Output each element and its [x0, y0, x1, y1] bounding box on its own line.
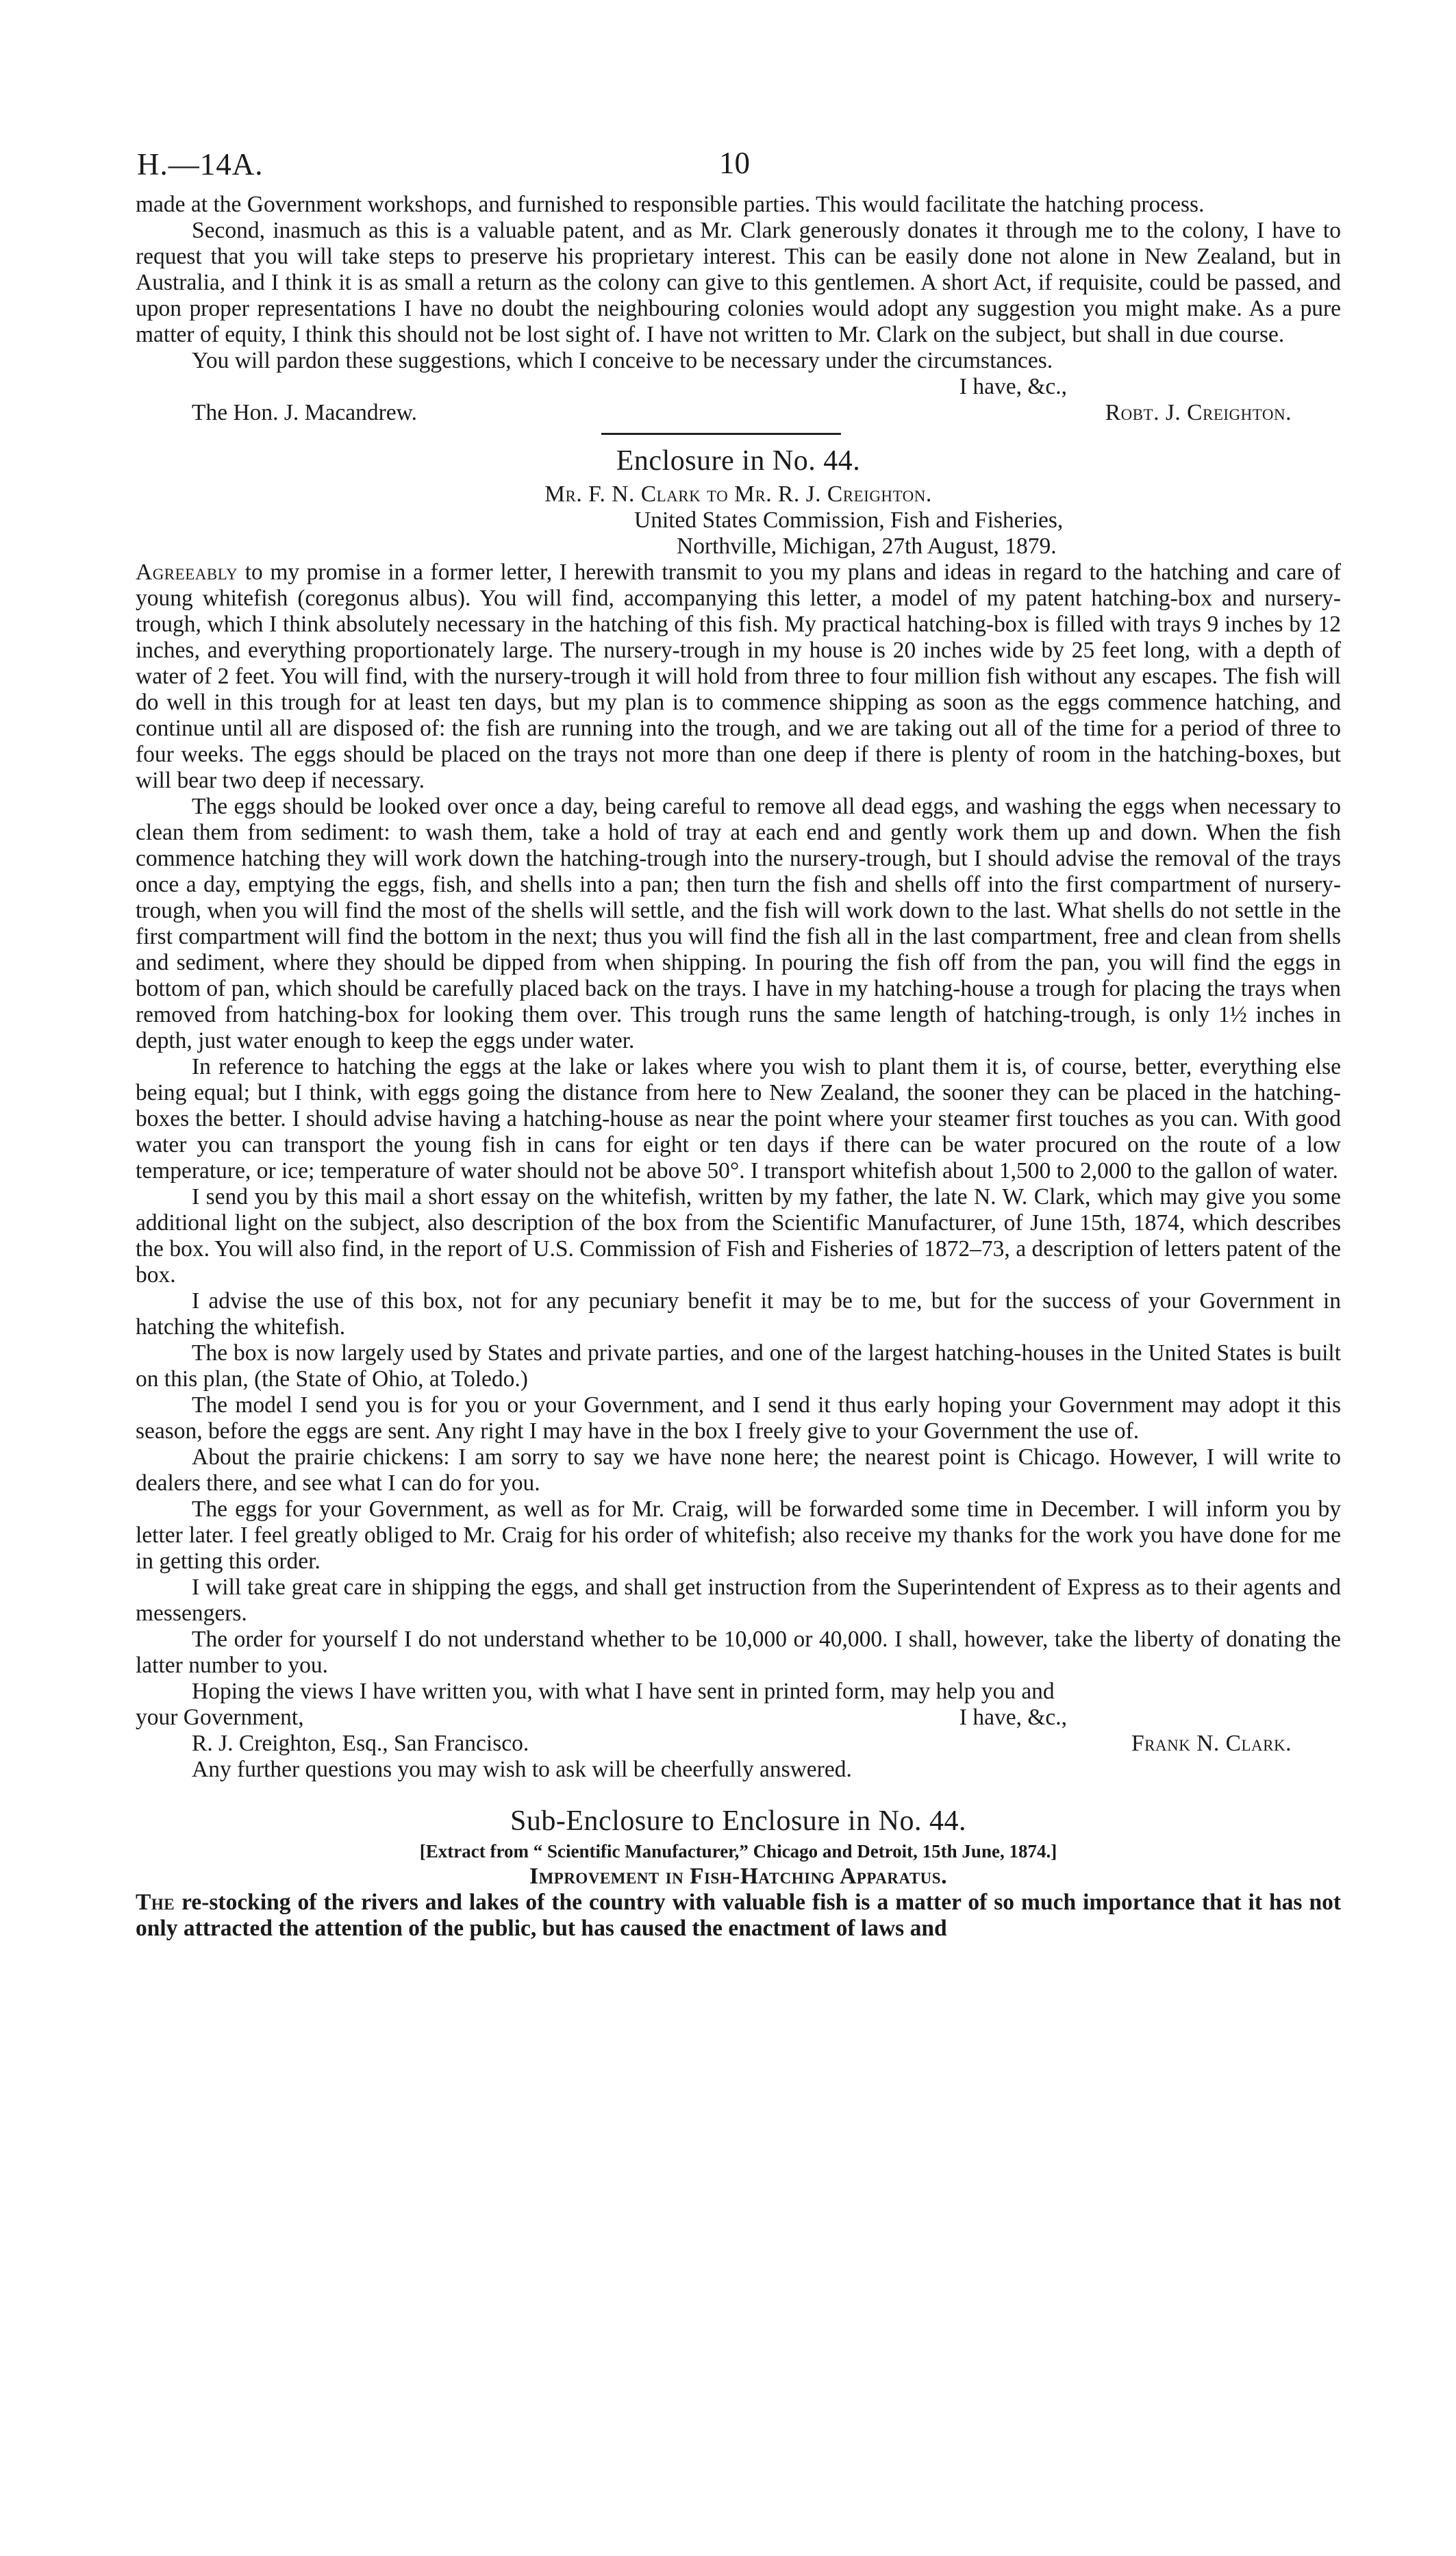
- sub-opening-word: The: [136, 1890, 175, 1915]
- sub-enclosure-heading: Sub-Enclosure to Enclosure in No. 44.: [510, 1805, 966, 1837]
- enclosure-paragraph-1: Agreeably to my promise in a former letter, I herewith transmit to you my plans and ideas in regard to the hatching and care of young whitefish (coregonus albus). You will find, accompanying this letter, a model of my patent hatching-box and nursery-trough, which I think absolutely necessary in the hatching of this fish. My practical hatching-box is filled with trays 9 inches by 12 inches, and everything proportionately large. The nursery-trough in my house is 20 inches wide by 25 feet long, with a depth of water of 2 feet. You will find, with the nursery-trough it will hold from three to four million fish without any escapes. The fish will do well in this trough for at least ten days, but my plan is to commence shipping as soon as the eggs commence hatching, and continue until all are disposed of: the fish are running into the trough, and we are taking out all of the time for a period of three to four weeks. The eggs should be placed on the trays not more than one deep if there is plenty of room in the hatching-boxes, but will bear two deep if necessary.: [136, 560, 1341, 793]
- enclosure-postscript: Any further questions you may wish to ask will be cheerfully answered.: [192, 1757, 852, 1782]
- enclosure-signature: Frank N. Clark.: [1131, 1731, 1292, 1756]
- enclosure-paragraph-7: The model I send you is for you or your Government, and I send it thus early hoping your Government may adopt it this season, before the eggs are sent. Any right I may have in the box I freely give to your Government the use of.: [136, 1392, 1341, 1444]
- sub-enclosure-source: [Extract from “ Scientific Manufacturer,” Chicago and Detroit, 15th June, 1874.]: [419, 1841, 1057, 1862]
- opening-word: Agreeably: [136, 560, 238, 585]
- enclosure-paragraph-5: I advise the use of this box, not for any pecuniary benefit it may be to me, but for the success of your Government in hatching the whitefish.: [136, 1288, 1341, 1340]
- enclosure-valediction: I have, &c.,: [959, 1705, 1067, 1730]
- letter-signature-line: [136, 400, 1341, 426]
- enclosure-recipient: R. J. Creighton, Esq., San Francisco.: [192, 1731, 529, 1756]
- enclosure-paragraph-2: The eggs should be looked over once a day, being careful to remove all dead eggs, and washing the eggs when necessary to clean them from sediment: to wash them, take a hold of tray at each end and gently work them up and down. When the fish commence hatching they will work down the hatching-trough into the nursery-trough, but I should advise the removal of the trays once a day, emptying the eggs, fish, and shells into a pan; then turn the fish and shells off into the first compartment of nursery-trough, when you will find the most of the shells will settle, and the fish will work down to the last. What shells do not settle in the first compartment will find the bottom in the next; thus you will find the fish all in the last compartment, free and clean from shells and sediment, where they should be dipped from when shipping. In pouring the fish off from the pan, you will find the eggs in bottom of pan, which should be carefully placed back on the trays. I have in my hatching-house a trough for placing the trays when removed from hatching-box for looking them over. This trough runs the same length of hatching-trough, is only 1½ inches in depth, just water enough to keep the eggs under water.: [136, 794, 1341, 1053]
- enclosure-paragraph-12: Hoping the views I have written you, with what I have sent in printed form, may help you and: [192, 1679, 1055, 1704]
- document-page: [136, 137, 1341, 1942]
- page-header: [136, 137, 1341, 192]
- letter-recipient: The Hon. J. Macandrew.: [192, 400, 417, 425]
- sub-enclosure-paragraph: The re-stocking of the rivers and lakes of the country with valuable fish is a matter of so much importance that it has not only attracted the attention of the public, but has caused the enactment of laws and: [136, 1890, 1341, 1941]
- letter-signature: Robt. J. Creighton.: [1105, 400, 1292, 425]
- sub-enclosure-body: [136, 1890, 1341, 1942]
- intro-paragraph-3: You will pardon these suggestions, which I conceive to be necessary under the circumstances.: [192, 348, 1053, 373]
- sub-enclosure-title: Improvement in Fish-Hatching Apparatus.: [529, 1864, 947, 1889]
- letter-valediction: I have, &c.,: [959, 374, 1067, 399]
- enclosure-paragraph-8: About the prairie chickens: I am sorry to say we have none here; the nearest point is Chicago. However, I will write to dealers there, and see what I can do for you.: [136, 1444, 1341, 1496]
- enclosure-closing-line: [136, 1705, 1341, 1731]
- intro-paragraph-1: made at the Government workshops, and furnished to responsible parties. This would facilitate the hatching process.: [136, 192, 1205, 217]
- page-number: 10: [719, 146, 750, 180]
- enclosure-paragraph-6: The box is now largely used by States and private parties, and one of the largest hatching-houses in the United States is built on this plan, (the State of Ohio, at Toledo.): [136, 1340, 1341, 1392]
- intro-paragraph-2: Second, inasmuch as this is a valuable patent, and as Mr. Clark generously donates it through me to the colony, I have to request that you will take steps to preserve his proprietary interest. This can be easily done not alone in New Zealand, but in Australia, and I think it is as small a return as the colony can give to this gentlemen. A short Act, if requisite, could be passed, and upon proper representations I have no doubt the neighbouring colonies would adopt any suggestion you might make. As a pure matter of equity, I think this should not be lost sight of. I have not written to Mr. Clark on the subject, but shall in due course.: [136, 218, 1341, 347]
- enclosure-heading: Enclosure in No. 44.: [616, 445, 861, 477]
- section-divider: [601, 433, 841, 435]
- enclosure-paragraph-3: In reference to hatching the eggs at the lake or lakes where you wish to plant them it is, of course, better, everything else being equal; but I think, with eggs going the distance from here to New Zealand, the sooner they can be placed in the hatching-boxes the better. I should advise having a hatching-house as near the point where your steamer first touches as you can. With good water you can transport the young fish in cans for eight or ten days if there can be water procured on the route of a low temperature, or ice; temperature of water should not be above 50°. I transport whitefish about 1,500 to 2,000 to the gallon of water.: [136, 1054, 1341, 1183]
- enclosure-from-to: Mr. F. N. Clark to Mr. R. J. Creighton.: [544, 481, 932, 507]
- enclosure-paragraph-10: I will take great care in shipping the eggs, and shall get instruction from the Superintendent of Express as to their agents and messengers.: [136, 1575, 1341, 1626]
- enclosure-paragraph-4: I send you by this mail a short essay on the whitefish, written by my father, the late N. W. Clark, which may give you some additional light on the subject, also description of the box from the Scientific Manufacturer, of June 15th, 1874, which describes the box. You will also find, in the report of U.S. Commission of Fish and Fisheries of 1872–73, a description of letters patent of the box.: [136, 1184, 1341, 1288]
- enclosure-address: United States Commission, Fish and Fisheries,: [634, 508, 1064, 533]
- enclosure-paragraph-9: The eggs for your Government, as well as for Mr. Craig, will be forwarded some time in December. I will inform you by letter later. I feel greatly obliged to Mr. Craig for his order of whitefish; also receive my thanks for the work you have done for me in getting this order.: [136, 1496, 1341, 1574]
- document-reference: H.—14A.: [137, 147, 264, 181]
- enclosure-paragraph-11: The order for yourself I do not understand whether to be 10,000 or 40,000. I shall, however, take the liberty of donating the latter number to you.: [136, 1627, 1341, 1678]
- closing-line-left: your Government,: [136, 1705, 304, 1730]
- enclosure-signature-line: [136, 1731, 1341, 1757]
- enclosure-date: Northville, Michigan, 27th August, 1879.: [677, 534, 1057, 559]
